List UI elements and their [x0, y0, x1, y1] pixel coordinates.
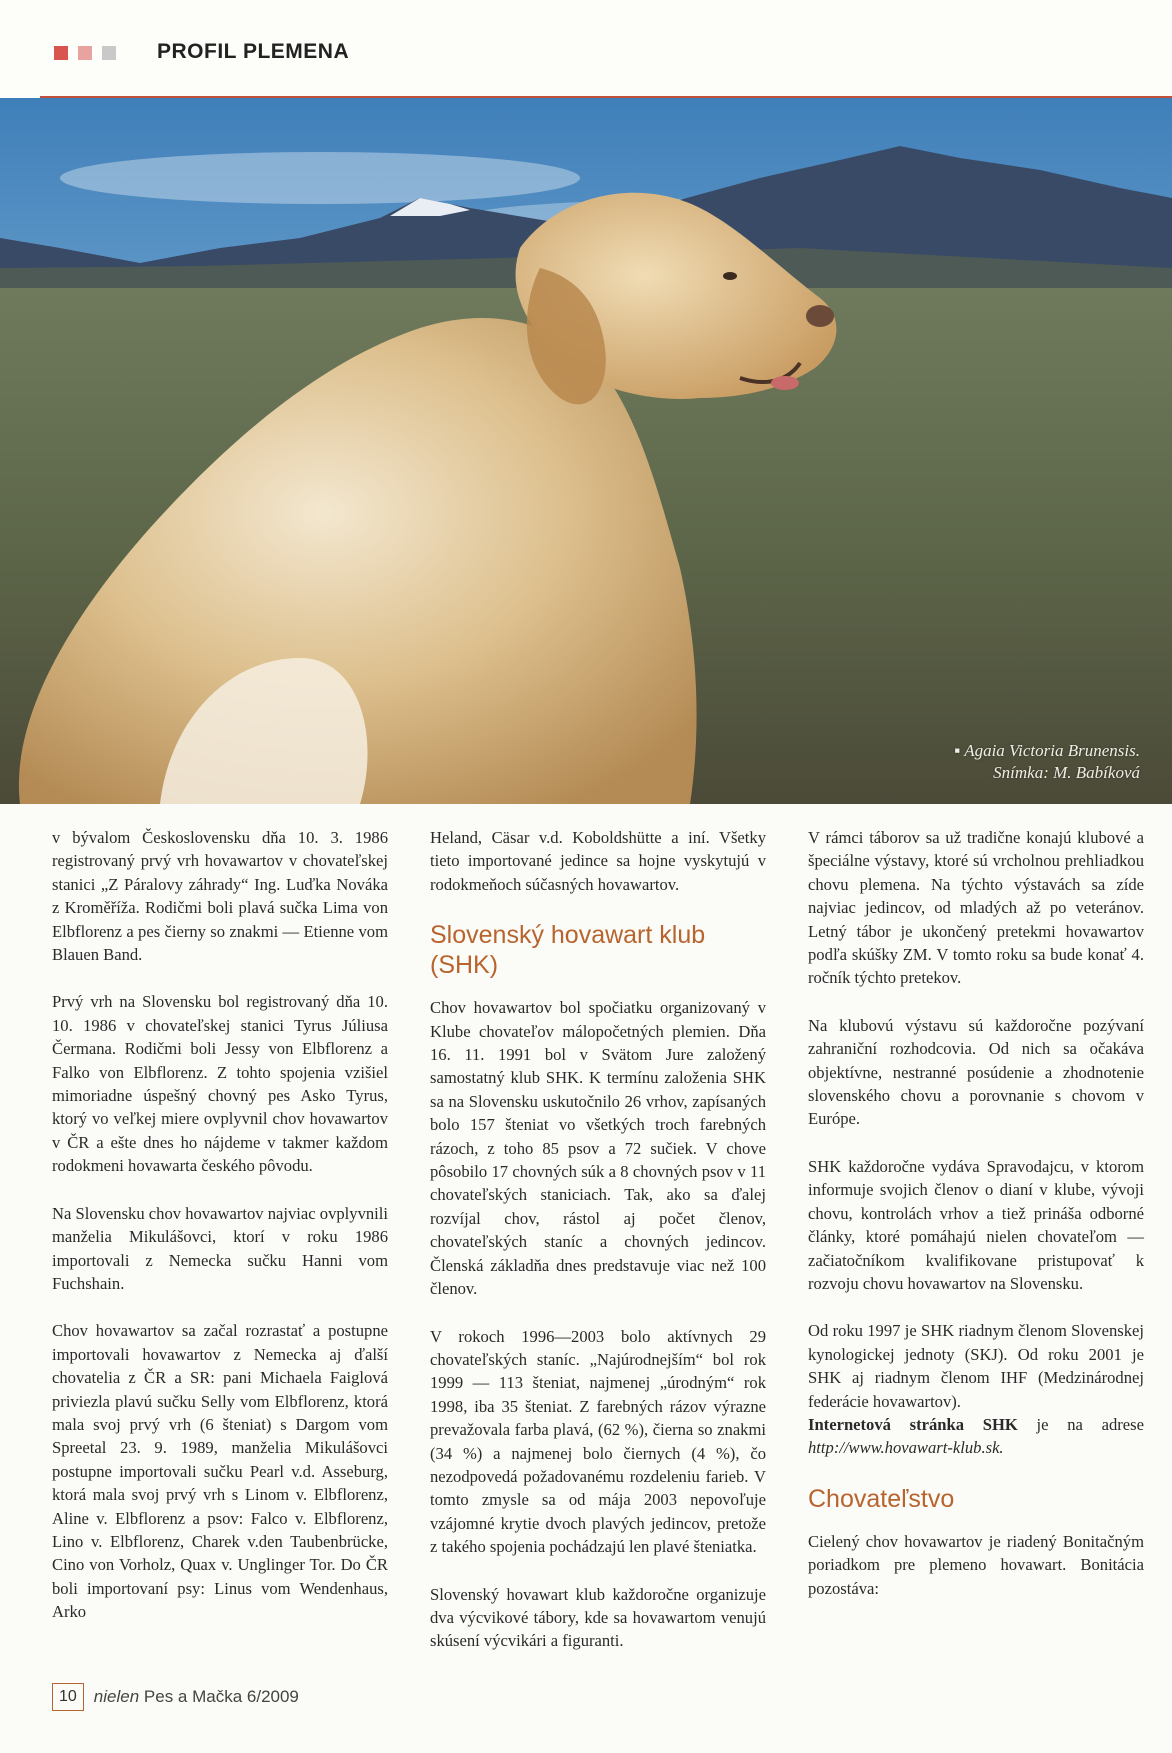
- column-3: [808, 826, 1144, 1677]
- paragraph: Chov hovawartov bol spočiatku organizovaný v Klube chovateľov málopočetných plemien. Dňa 16. 11. 1991 bol v Svätom Jure založený samostatný klub SHK. K termínu založenia SHK sa na Slovensku uskutočnilo 26 vrhov, zapísaných bolo 157 šteniat vo všetkých troch farebných rázoch, z toho 85 psov a 72 sučiek. V chove pôsobilo 17 chovných súk a 8 chovných psov v 11 chovateľských staniciach. Tak, ako sa ďalej rozvíjal chov, rástol aj počet členov, chovateľských staníc a chovných jedincov. Členská základňa dnes predstavuje viac než 100 členov.: [430, 998, 766, 1299]
- paragraph: Chov hovawartov sa začal rozrastať a postupne importovali hovawartov z Nemecka aj ďalší chovatelia z ČR a SR: pani Michaela Faiglová priviezla plavú sučku Selly vom Elbflorenz, ktorá mala svoj prvý vrh (6 šteniat) s Dargom vom Spreetal 23. 9. 1989, manželia Mikulášovci postupne importovali sučku Pearl v.d. Asseburg, ktorá mala svoj prvý vrh s Linom v. Elbflorenz, Aline v. Elbflorenz a psov: Falco v. Elbflorenz, Lino v. Elbflorenz, Charek v.den Taubenbrücke, Cino von Vorholz, Quax v. Unglinger Tor. Do ČR boli importovaní psy: Linus vom Wendenhaus, Arko: [52, 1321, 388, 1622]
- square-red: [54, 46, 68, 60]
- paragraph: V rámci táborov sa už tradične konajú klubové a špeciálne výstavy, ktoré sú vrcholnou prehliadkou chovu plemena. Na týchto výstavách sa zíde najviac jedincov, od mladých až po veteránov. Letný tábor je ukončený pretekmi hovawartov podľa skúšky ZM. V tomto roku sa bude konať 4. ročník týchto pretekov.: [808, 828, 1144, 988]
- magazine-title: Pes a Mačka 6/2009: [143, 1687, 299, 1706]
- paragraph: Na klubovú výstavu sú každoročne pozývaní zahraniční rozhodcovia. Od nich sa očakáva objektívne, nestranné posúdenie a zhodnotenie slovenského chovu a porovnanie s chovom v Európe.: [808, 1015, 1144, 1129]
- photo-illustration: [0, 98, 1172, 804]
- section-label: PROFIL PLEMENA: [157, 40, 350, 63]
- caption-dog-name: Agaia Victoria Brunensis.: [964, 741, 1140, 760]
- page-number: 10: [52, 1683, 84, 1711]
- decorative-squares: [54, 46, 116, 60]
- paragraph: Cielený chov hovawartov je riadený Bonitačným poriadkom pre plemeno hovawart. Bonitácia pozostáva:: [808, 1531, 1144, 1598]
- magazine-name: [94, 1687, 299, 1707]
- caption-line-1: ▪ Agaia Victoria Brunensis.: [954, 741, 1140, 760]
- page-header: [0, 0, 1172, 100]
- paragraph: Prvý vrh na Slovensku bol registrovaný dňa 10. 10. 1986 v chovateľskej stanici Tyrus Júliusa Čermana. Rodičmi boli Jessy von Elbflorenz a Falko von Elbflorenz. Z tohto spojenia vzišiel mimoriadne úspešný chovný pes Asko Tyrus, ktorý vo veľkej miere ovplyvnil chov hovawartov v ČR a ešte dnes ho nájdeme v takmer každom rodokmeni hovawarta českého pôvodu.: [52, 992, 388, 1176]
- dog-photo: [0, 98, 1172, 804]
- paragraph: V rokoch 1996—2003 bolo aktívnych 29 chovateľských staníc. „Najúrodnejším“ bol rok 1999 — 113 šteniat, najmenej „úrodným“ rok 1998, iba 35 šteniat. Z farebných rázov výrazne prevažovala farba plavá, (62 %), čierna so znakmi (34 %) a najmenej bolo čiernych (4 %), čo nezodpovedá požadovanému rozdeleniu farieb. V tomto zmysle sa od mája 2003 nepovoľuje vzájomné krytie dvoch plavých jedincov, pretože z takého spojenia pochádzajú len plavé šteniatka.: [430, 1326, 766, 1557]
- square-grey: [102, 46, 116, 60]
- website-url[interactable]: http://www.hovawart-klub.sk.: [808, 1438, 1004, 1458]
- website-label: Internetová stránka SHK: [808, 1414, 1018, 1434]
- page-footer: [52, 1680, 299, 1714]
- square-pink: [78, 46, 92, 60]
- paragraph: [808, 1319, 1144, 1413]
- paragraph: v bývalom Československu dňa 10. 3. 1986 registrovaný prvý vrh hovawartov v chovateľskej stanici „Z Páralovy záhrady“ Ing. Luďka Nováka z Kroměříža. Rodičmi boli plavá sučka Lima von Elbflorenz a pes čierny so znakmi — Etienne vom Blauen Band.: [52, 828, 388, 965]
- section-heading-shk: Slovenský hovawart klub (SHK): [430, 921, 706, 980]
- paragraph-text: Od roku 1997 je SHK riadnym členom Slovenskej kynologickej jednoty (SKJ). Od roku 2001 je SHK aj riadnym členom IHF (Medzinárodnej federácie hovawartov).: [808, 1321, 1144, 1411]
- paragraph: SHK každoročne vydáva Spravodajcu, v ktorom informuje svojich členov o dianí v klube, vývoji chovu, kontrolách vrhov a tiež prináša odborné články, ktoré pomáhajú nielen chovateľom — začiatočníkom kvalifikovane pristupovať k rozvoju chovu hovawartov na Slovensku.: [808, 1156, 1144, 1293]
- website-mid: je na adrese: [1017, 1414, 1144, 1434]
- column-2: [430, 826, 766, 1677]
- website-note: [808, 1413, 1144, 1460]
- paragraph: Heland, Cäsar v.d. Koboldshütte a iní. Všetky tieto importované jedince sa hojne vyskytujú v rodokmeňoch súčasných hovawartov.: [430, 828, 766, 894]
- section-heading-chovatelstvo: Chovateľstvo: [808, 1484, 955, 1513]
- paragraph: Na Slovensku chov hovawartov najviac ovplyvnili manželia Mikulášovci, ktorí v roku 1986 importovali z Nemecka sučku Hanni vom Fuchshain.: [52, 1203, 388, 1293]
- column-1: [52, 826, 388, 1677]
- photo-caption: [954, 740, 1140, 784]
- caption-line-2: Snímka: M. Babíková: [993, 763, 1140, 782]
- magazine-prefix: nielen: [93, 1687, 140, 1706]
- article-body: [52, 826, 1160, 1677]
- paragraph: Slovenský hovawart klub každoročne organizuje dva výcvikové tábory, kde sa hovawartom venujú skúsení výcvikári a figuranti.: [430, 1584, 766, 1651]
